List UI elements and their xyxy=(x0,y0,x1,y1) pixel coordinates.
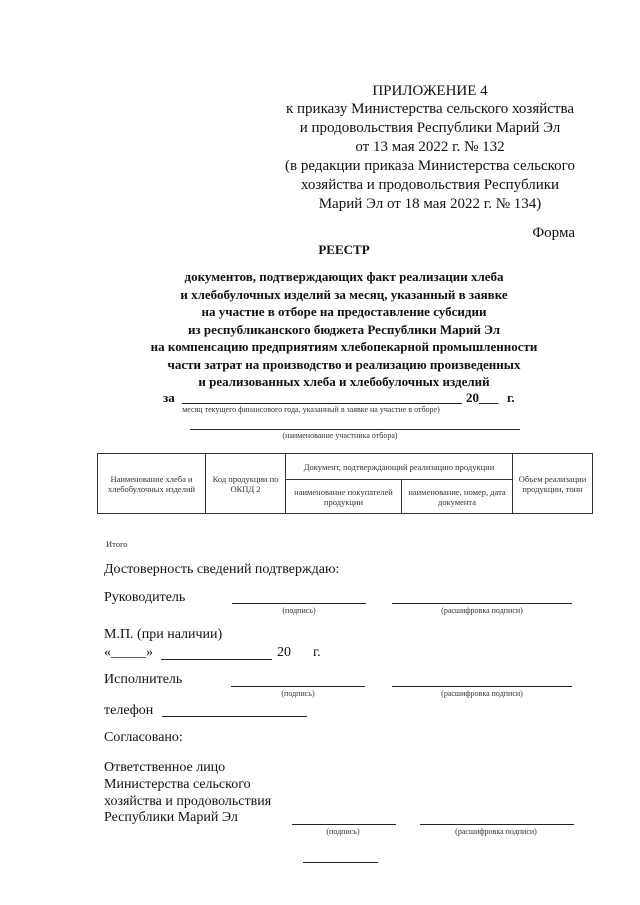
appendix-line-6: Марий Эл от 18 мая 2022 г. № 134) xyxy=(318,196,542,212)
executor-label: Исполнитель xyxy=(104,672,183,687)
head-sign-caption: (подпись) xyxy=(282,606,316,615)
executor-phone-label: телефон xyxy=(104,703,154,718)
registry-desc-5: на компенсацию предприятиям хлебопекарной промышленности xyxy=(150,339,538,354)
appendix-line-2: и продовольствия Республики Марий Эл xyxy=(299,120,561,136)
executor-phone-field[interactable] xyxy=(162,716,307,717)
stamp-label: М.П. (при наличии) xyxy=(104,627,223,642)
participant-caption: (наименование участника отбора) xyxy=(282,431,398,440)
registry-title: РЕЕСТР xyxy=(318,242,370,257)
registry-desc-6: части затрат на производство и реализацию произведенных xyxy=(167,356,521,372)
official-signature-field[interactable] xyxy=(292,824,396,825)
executor-decode-caption: (расшифровка подписи) xyxy=(441,689,523,698)
col-docnum-header: наименование, номер, дата документа xyxy=(402,480,513,514)
executor-decode-field[interactable] xyxy=(392,686,572,687)
official-line-1: Ответственное лицо xyxy=(104,760,226,775)
period-caption: месяц текущего финансового года, указанный в заявке на участие в отборе) xyxy=(182,405,440,414)
col-name-header: Наименование хлеба и хлебобулочных изделий xyxy=(98,454,206,514)
head-signature-field[interactable] xyxy=(232,603,366,604)
stamp-day-field[interactable]: «_____» xyxy=(104,645,153,660)
official-line-4: Республики Марий Эл xyxy=(104,810,238,825)
stamp-month-field[interactable] xyxy=(161,659,272,660)
appendix-title: ПРИЛОЖЕНИЕ 4 xyxy=(372,83,488,99)
executor-sign-caption: (подпись) xyxy=(281,689,315,698)
footer-divider xyxy=(303,862,378,863)
period-suffix: г. xyxy=(507,390,515,405)
agreed-label: Согласовано: xyxy=(104,730,183,745)
official-decode-caption: (расшифровка подписи) xyxy=(455,827,537,836)
head-label: Руководитель xyxy=(104,590,186,605)
col-buyer-header: наименование покупателей продукции xyxy=(286,480,402,514)
official-decode-field[interactable] xyxy=(420,824,574,825)
period-month-field[interactable] xyxy=(182,403,462,404)
appendix-line-5: хозяйства и продовольствия Республики xyxy=(300,177,560,193)
period-year: 20___ xyxy=(466,390,499,405)
executor-signature-field[interactable] xyxy=(231,686,365,687)
stamp-year-suffix: г. xyxy=(313,645,321,660)
head-decode-caption: (расшифровка подписи) xyxy=(441,606,523,615)
stamp-year: 20 xyxy=(277,645,291,660)
head-decode-field[interactable] xyxy=(392,603,572,604)
col-code-header: Код продукции по ОКПД 2 xyxy=(206,454,286,514)
official-line-3: хозяйства и продовольствия xyxy=(104,794,272,809)
participant-field[interactable] xyxy=(190,429,520,430)
appendix-line-1: к приказу Министерства сельского хозяйства xyxy=(285,101,575,117)
table-total-label: Итого xyxy=(106,539,128,549)
registry-desc-2: и хлебобулочных изделий за месяц, указанный в заявке xyxy=(180,286,508,302)
official-sign-caption: (подпись) xyxy=(326,827,360,836)
official-line-2: Министерства сельского xyxy=(104,777,251,792)
registry-desc-3: на участие в отборе на предоставление субсидии xyxy=(201,304,487,319)
appendix-line-3: от 13 мая 2022 г. № 132 xyxy=(355,139,505,155)
period-prefix: за xyxy=(163,390,175,405)
col-volume-header: Объем реализации продукции, тонн xyxy=(513,454,593,514)
registry-desc-1: документов, подтверждающих факт реализации хлеба xyxy=(184,269,504,284)
registry-desc-7: и реализованных хлеба и хлебобулочных изделий xyxy=(198,374,490,389)
form-label: Форма xyxy=(532,225,575,241)
registry-desc-4: из республиканского бюджета Республики Марий Эл xyxy=(187,321,501,337)
appendix-line-4: (в редакции приказа Министерства сельского xyxy=(285,158,575,174)
registry-table xyxy=(97,453,593,514)
col-doc-header: Документ, подтверждающий реализацию продукции xyxy=(286,454,513,480)
confirm-text: Достоверность сведений подтверждаю: xyxy=(104,562,340,577)
